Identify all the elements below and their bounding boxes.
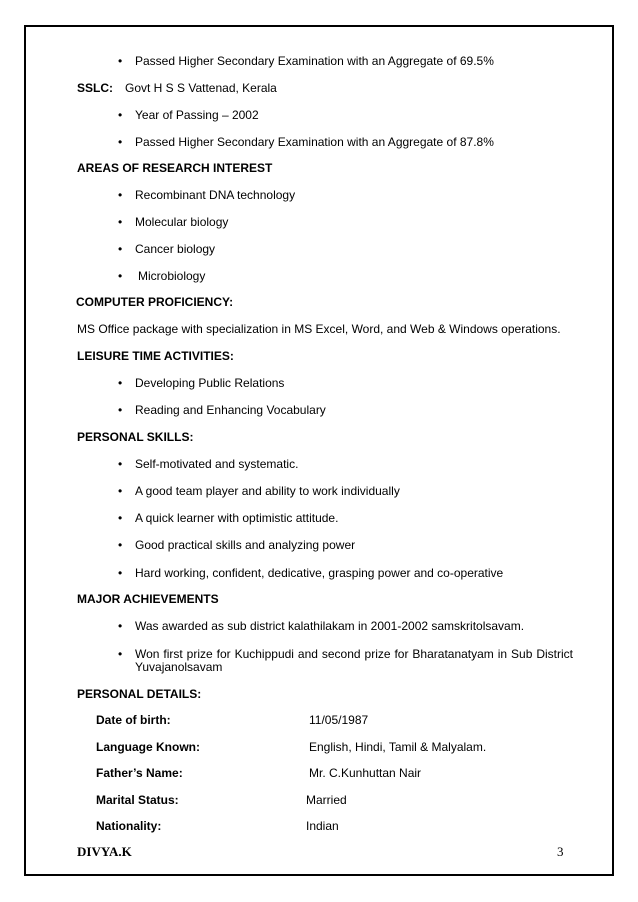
list-item: Self-motivated and systematic.	[135, 457, 299, 471]
hsc-aggregate: Passed Higher Secondary Examination with an Aggregate of 69.5%	[135, 54, 494, 68]
list-item-line: Yuvajanolsavam	[135, 660, 223, 674]
bullet: •	[118, 457, 123, 471]
detail-label: Father’s Name:	[96, 766, 183, 780]
bullet: •	[118, 376, 123, 390]
bullet: •	[118, 269, 123, 283]
detail-value: Married	[306, 793, 347, 807]
list-item: Recombinant DNA technology	[135, 188, 296, 202]
list-item: Passed Higher Secondary Examination with an Aggregate of 87.8%	[135, 135, 494, 149]
list-item: Microbiology	[138, 269, 206, 283]
leisure-heading: LEISURE TIME ACTIVITIES:	[77, 349, 234, 363]
list-item: Hard working, confident, dedicative, grasping power and co-operative	[135, 566, 504, 580]
sslc-school: Govt H S S Vattenad, Kerala	[125, 81, 277, 95]
bullet: •	[118, 538, 123, 552]
list-item-line: Won first prize for Kuchippudi and second prize for Bharatanatyam in Sub District	[135, 647, 573, 661]
detail-value: English, Hindi, Tamil & Malyalam.	[309, 740, 487, 754]
bullet: •	[118, 511, 123, 525]
skills-heading: PERSONAL SKILLS:	[77, 430, 194, 444]
list-item: Good practical skills and analyzing power	[135, 538, 356, 552]
bullet: •	[118, 484, 123, 498]
bullet: •	[118, 647, 123, 661]
list-item: Developing Public Relations	[135, 376, 285, 390]
computer-text: MS Office package with specialization in MS Excel, Word, and Web & Windows operations.	[77, 322, 561, 336]
footer-name: DIVYA.K	[77, 844, 132, 859]
list-item: Year of Passing – 2002	[135, 108, 259, 122]
list-item: Cancer biology	[135, 242, 216, 256]
list-item: Reading and Enhancing Vocabulary	[135, 403, 326, 417]
bullet: •	[118, 619, 123, 633]
list-item: Molecular biology	[135, 215, 229, 229]
bullet: •	[118, 188, 123, 202]
bullet: •	[118, 242, 123, 256]
bullet: •	[118, 54, 123, 68]
detail-label: Marital Status:	[96, 793, 179, 807]
bullet: •	[118, 215, 123, 229]
research-heading: AREAS OF RESEARCH INTEREST	[77, 161, 273, 175]
list-item: A good team player and ability to work individually	[135, 484, 400, 498]
detail-label: Language Known:	[96, 740, 200, 754]
bullet: •	[118, 403, 123, 417]
detail-value: Mr. C.Kunhuttan Nair	[309, 766, 422, 780]
sslc-label: SSLC:	[77, 81, 113, 95]
detail-label: Nationality:	[96, 819, 162, 833]
achievements-heading: MAJOR ACHIEVEMENTS	[77, 592, 219, 606]
computer-heading: COMPUTER PROFICIENCY:	[76, 295, 234, 309]
list-item: A quick learner with optimistic attitude.	[135, 511, 339, 525]
page-number: 3	[557, 844, 564, 859]
detail-value: Indian	[306, 819, 339, 833]
bullet: •	[118, 566, 123, 580]
personal-heading: PERSONAL DETAILS:	[77, 687, 202, 701]
list-item: Was awarded as sub district kalathilakam in 2001-2002 samskritolsavam.	[135, 619, 525, 633]
detail-label: Date of birth:	[96, 713, 171, 727]
detail-value: 11/05/1987	[309, 713, 369, 727]
bullet: •	[118, 135, 123, 149]
bullet: •	[118, 108, 123, 122]
